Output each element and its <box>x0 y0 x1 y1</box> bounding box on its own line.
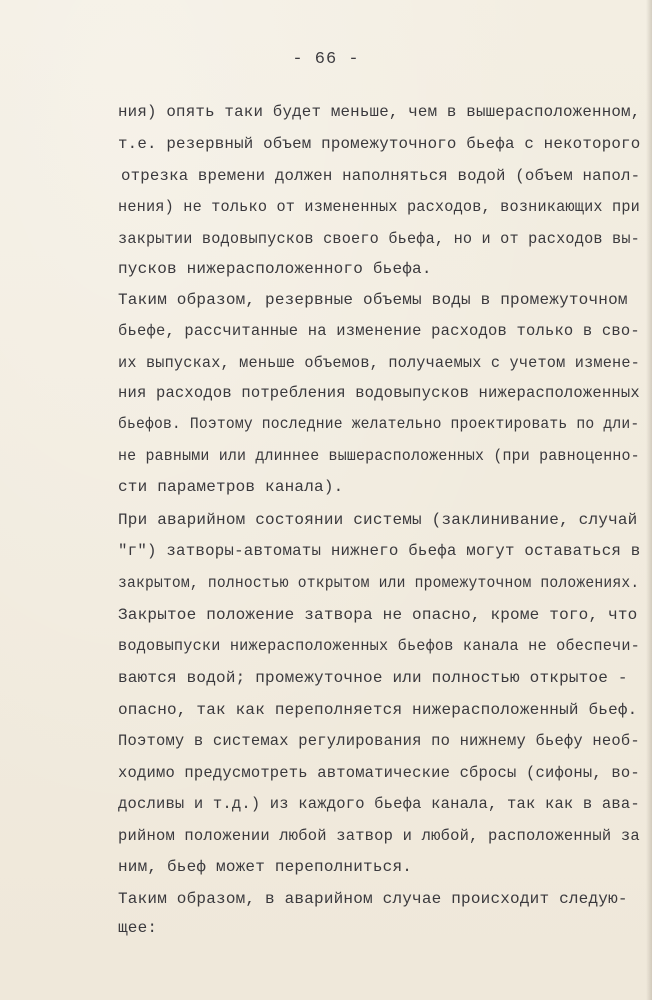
text-line: Закрытое положение затвора не опасно, кроме того, что <box>118 606 638 624</box>
text-line: не равными или длиннее вышерасположенных (при равноценно- <box>118 447 640 465</box>
text-line: бьефе, рассчитанные на изменение расходов только в сво- <box>118 322 640 340</box>
text-line: ния) опять таки будет меньше, чем в вышерасположенном, <box>118 103 641 121</box>
text-line: опасно, так как переполняется нижерасположенный бьеф. <box>118 701 638 719</box>
page-number: - 66 - <box>292 50 360 69</box>
text-line: Таким образом, резервные объемы воды в промежуточном <box>118 291 628 309</box>
text-line: Поэтому в системах регулирования по нижнему бьефу необ- <box>118 732 640 750</box>
page-edge-shadow <box>646 0 652 1000</box>
text-line: нения) не только от измененных расходов, возникающих при <box>118 198 640 216</box>
text-line: пусков нижерасположенного бьефа. <box>118 260 432 278</box>
text-line: сти параметров канала). <box>118 478 344 496</box>
text-line: рийном положении любой затвор и любой, расположенный за <box>118 827 640 845</box>
text-line: их выпусках, меньше объемов, получаемых с учетом измене- <box>118 354 640 372</box>
text-line: досливы и т.д.) из каждого бьефа канала, так как в ава- <box>118 795 640 813</box>
text-line: водовыпуски нижерасположенных бьефов канала не обеспечи- <box>118 637 640 655</box>
text-line: закрытом, полностью открытом или промежуточном положениях. <box>118 574 640 592</box>
text-line: "г") затворы-автоматы нижнего бьефа могут оставаться в <box>118 542 641 560</box>
text-line: ния расходов потребления водовыпусков нижерасположенных <box>118 384 640 402</box>
text-line: При аварийном состоянии системы (заклинивание, случай <box>118 511 638 529</box>
text-line: Таким образом, в аварийном случае происходит следую- <box>118 890 628 908</box>
text-line: т.е. резервный объем промежуточного бьефа с некоторого <box>118 135 641 153</box>
text-line: бьефов. Поэтому последние желательно проектировать по дли- <box>118 415 640 433</box>
text-line: ходимо предусмотреть автоматические сбросы (сифоны, во- <box>118 764 640 782</box>
text-line: ним, бьеф может переполниться. <box>118 858 413 876</box>
text-line: ваются водой; промежуточное или полностью открытое - <box>118 669 628 687</box>
text-line: закрытии водовыпусков своего бьефа, но и от расходов вы- <box>118 230 640 248</box>
text-line: отрезка времени должен наполняться водой (объем напол- <box>121 167 641 185</box>
text-line: щее: <box>118 919 158 937</box>
